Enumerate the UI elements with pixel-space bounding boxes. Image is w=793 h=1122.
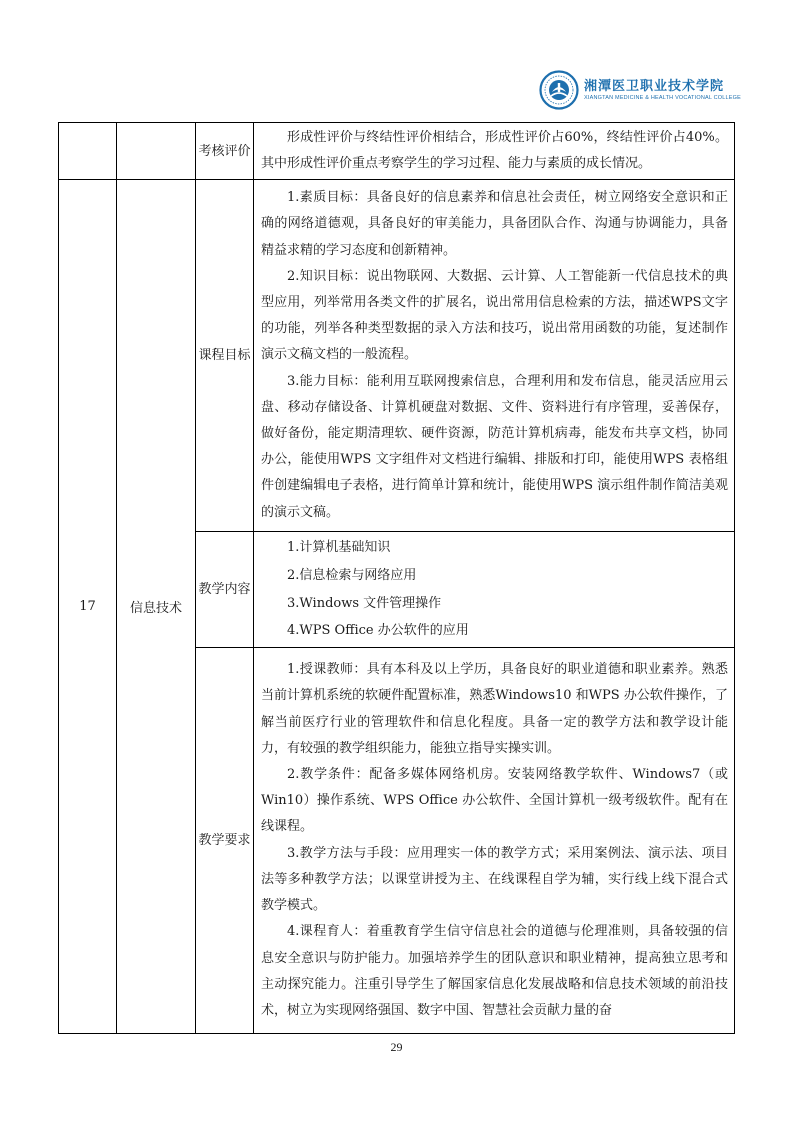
requirements-category-label: 教学要求 — [198, 833, 251, 849]
content-item: 1.计算机基础知识 — [287, 540, 391, 555]
assessment-content — [254, 123, 735, 180]
content-category-label: 教学内容 — [198, 582, 251, 598]
assessment-category — [196, 123, 254, 180]
content-item: 4.WPS Office 办公软件的应用 — [287, 623, 469, 639]
course-number-cell — [59, 180, 117, 1034]
college-emblem-icon — [539, 70, 579, 110]
course-name-cell — [117, 180, 196, 1034]
content-item: 2.信息检索与网络应用 — [287, 567, 417, 583]
requirement-paragraph: 4.课程育人：着重教育学生信守信息社会的道德与伦理准则，具备较强的信息安全意识与防护能力。加强培养学生的团队意识和职业精神，提高独立思考和主动探究能力。注重引导学生了解国家信息化发展战略和信息技术领域的前沿技术，树立为实现网络强国、数字中国、智慧社会贡献力量的奋 — [261, 924, 728, 1018]
requirement-paragraph: 2.教学条件：配备多媒体网络机房。安装网络教学软件、Windows7（或Win10）操作系统、WPS Office 办公软件、全国计算机一级考级软件。配有在线课程。 — [261, 767, 728, 835]
course-number: 17 — [79, 599, 96, 615]
goals-content — [254, 180, 735, 532]
requirement-paragraph: 3.教学方法与手段：应用理实一体的教学方式；采用案例法、演示法、项目法等多种教学方法；以课堂讲授为主、在线课程自学为辅，实行线上线下混合式教学模式。 — [261, 845, 728, 914]
goals-category-label: 课程目标 — [198, 348, 251, 363]
empty-name-cell — [117, 123, 196, 180]
assessment-text: 形成性评价与终结性评价相结合，形成性评价占60%，终结性评价占40%。其中形成性评价重点考察学生的学习过程、能力与素质的成长情况。 — [261, 129, 728, 171]
college-logo — [539, 70, 742, 114]
page-number: 29 — [390, 1040, 403, 1054]
goals-category — [196, 180, 254, 532]
content-list — [254, 532, 735, 648]
logo-english-name: XIANGTAN MEDICINE & HEALTH VOCATIONAL COLLEGE — [584, 95, 742, 101]
content-item: 3.Windows 文件管理操作 — [287, 595, 442, 611]
goal-paragraph: 3.能力目标：能利用互联网搜索信息，合理利用和发布信息，能灵活应用云盘、移动存储设备、计算机硬盘对数据、文件、资料进行有序管理，妥善保存，做好备份，能定期清理软、硬件资源，防范计算机病毒，能发布共享文档，协同办公，能使用WPS 文字组件对文档进行编辑、排版和打印，能使用WPS 表格组件创建编辑电子表格，进行简单计算和统计，能使用WPS 演示组件制作简洁美观的演示文稿。 — [261, 373, 728, 520]
requirements-category — [196, 648, 254, 1034]
empty-number-cell — [59, 123, 117, 180]
content-category — [196, 532, 254, 648]
assessment-category-label: 考核评价 — [198, 143, 251, 159]
requirement-paragraph: 1.授课教师：具有本科及以上学历，具备良好的职业道德和职业素养。熟悉当前计算机系统的软硬件配置标准，熟悉Windows10 和WPS 办公软件操作，了解当前医疗行业的管理软件和信息化程度。具备一定的教学方法和教学设计能力，有较强的教学组织能力，能独立指导实操实训。 — [261, 662, 728, 756]
course-name: 信息技术 — [129, 601, 182, 617]
course-goals-row — [59, 180, 735, 532]
logo-chinese-name: 湘潭医卫职业技术学院 — [584, 79, 725, 94]
goal-paragraph: 1.素质目标：具备良好的信息素养和信息社会责任，树立网络安全意识和正确的网络道德观，具备良好的审美能力，具备团队合作、沟通与协调能力，具备精益求精的学习态度和创新精神。 — [261, 190, 728, 258]
requirements-content — [254, 648, 735, 1034]
curriculum-table — [58, 122, 735, 1034]
goal-paragraph: 2.知识目标：说出物联网、大数据、云计算、人工智能新一代信息技术的典型应用，列举常用各类文件的扩展名，说出常用信息检索的方法，描述WPS文字的功能，列举各种类型数据的录入方法和技巧，说出常用函数的功能，复述制作演示文稿文档的一般流程。 — [261, 268, 728, 363]
assessment-row — [59, 123, 735, 180]
